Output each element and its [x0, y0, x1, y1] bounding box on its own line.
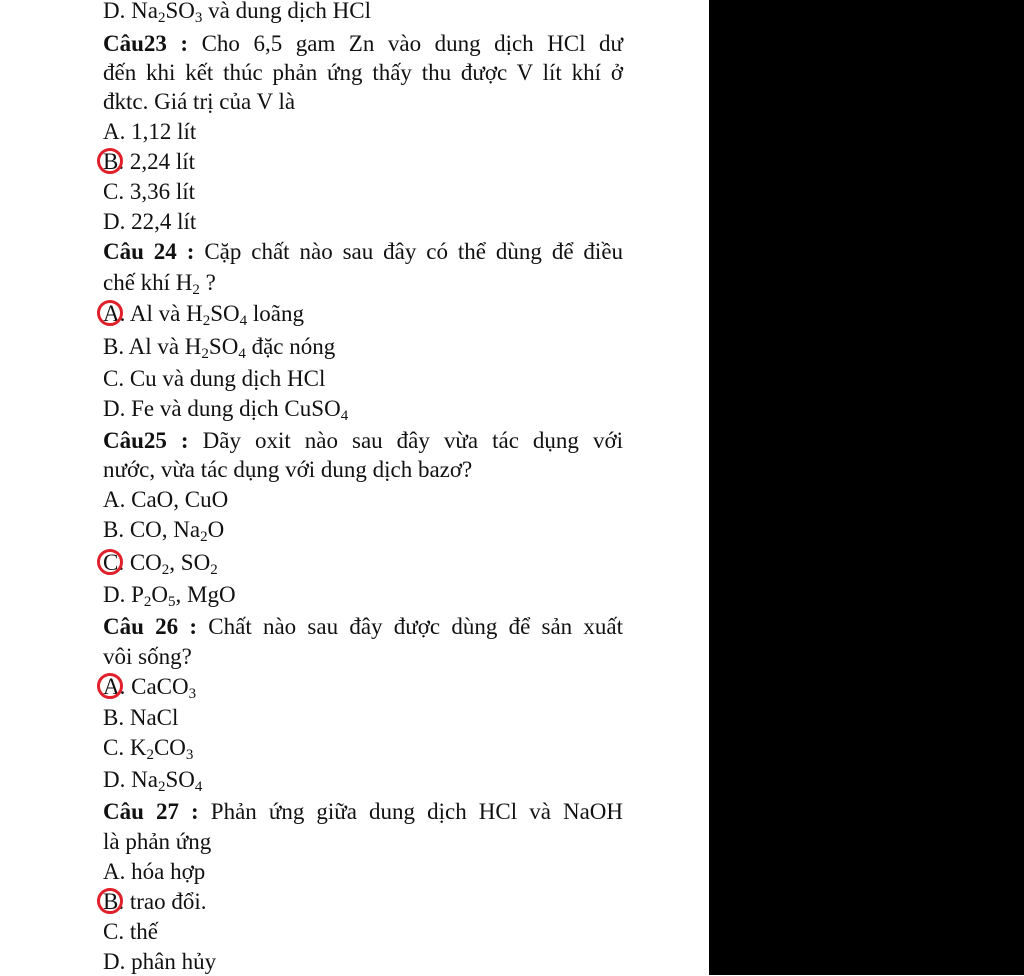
- q27-line1: Câu 27 : Phản ứng giữa dung dịch HCl và NaOH: [103, 799, 624, 824]
- q23-label: Câu23 :: [103, 31, 189, 56]
- q26-option-c: C. $K_2CO_3$: [103, 735, 194, 763]
- q27-label: Câu 27 :: [103, 799, 199, 824]
- q26-option-d: D. $Na_2SO_4$: [103, 767, 203, 795]
- answer-mark-circle: [97, 888, 123, 914]
- q25-option-a: A. CaO, CuO: [103, 487, 229, 512]
- q23-line1: Câu23 : Cho 6,5 gam Zn vào dung dịch HCl dư: [103, 31, 624, 56]
- q24-line1: Câu 24 : Cặp chất nào sau đây có thể dùng để điều: [103, 239, 624, 264]
- q27-line2: là phản ứng: [103, 829, 212, 854]
- q24-option-b: B. Al và $H_2SO_4$ đặc nóng: [103, 334, 336, 362]
- q26-option-b: B. NaCl: [103, 705, 179, 730]
- q24-option-c: C. Cu và dung dịch HCl: [103, 366, 326, 391]
- q26-line2: vôi sống?: [103, 644, 192, 669]
- answer-mark-circle: [97, 300, 123, 326]
- q24-line2: chế khí $H_2$ ?: [103, 270, 216, 298]
- q27-option-b: B. trao đổi.: [103, 888, 623, 916]
- answer-mark-circle: [97, 148, 123, 174]
- q26-label: Câu 26 :: [103, 614, 198, 639]
- q25-line2: nước, vừa tác dụng với dung dịch bazơ?: [103, 457, 473, 482]
- q25-option-c: C. $CO_2$, $SO_2$: [103, 549, 623, 577]
- q23-option-c: C. 3,36 lít: [103, 179, 196, 204]
- q27-option-c: C. thế: [103, 919, 158, 944]
- q25-line1: Câu25 : Dãy oxit nào sau đây vừa tác dụng với: [103, 428, 624, 453]
- answer-mark-circle: [97, 549, 123, 575]
- q24-label: Câu 24 :: [103, 239, 195, 264]
- q23-option-b: B. 2,24 lít: [103, 148, 623, 176]
- q23-option-d: D. 22,4 lít: [103, 209, 197, 234]
- q24-option-a: A. Al và $H_2SO_4$ loãng: [103, 300, 623, 328]
- q24-option-d: D. Fe và dung dịch CuSO$_4$: [103, 396, 349, 424]
- q23-option-a: A. 1,12 lít: [103, 119, 197, 144]
- q25-label: Câu25 :: [103, 428, 189, 453]
- q25-option-d: D. $P_2O_5$, MgO: [103, 582, 236, 610]
- prev-option-d: D. $Na_2SO_3$ và dung dịch HCl: [103, 0, 372, 26]
- q23-line3: đktc. Giá trị của V là: [103, 89, 296, 114]
- q26-option-a: A. CaCO$_3$: [103, 673, 623, 701]
- q25-option-b: B. CO, $Na_2O$: [103, 517, 225, 545]
- q23-line2: đến khi kết thúc phản ứng thấy thu được V lít khí ở: [103, 60, 623, 85]
- q27-option-d: D. phân hủy: [103, 949, 217, 974]
- q26-line1: Câu 26 : Chất nào sau đây được dùng để sản xuất: [103, 614, 624, 639]
- black-side-panel: [709, 0, 1024, 975]
- q27-option-a: A. hóa hợp: [103, 859, 206, 884]
- answer-mark-circle: [97, 673, 123, 699]
